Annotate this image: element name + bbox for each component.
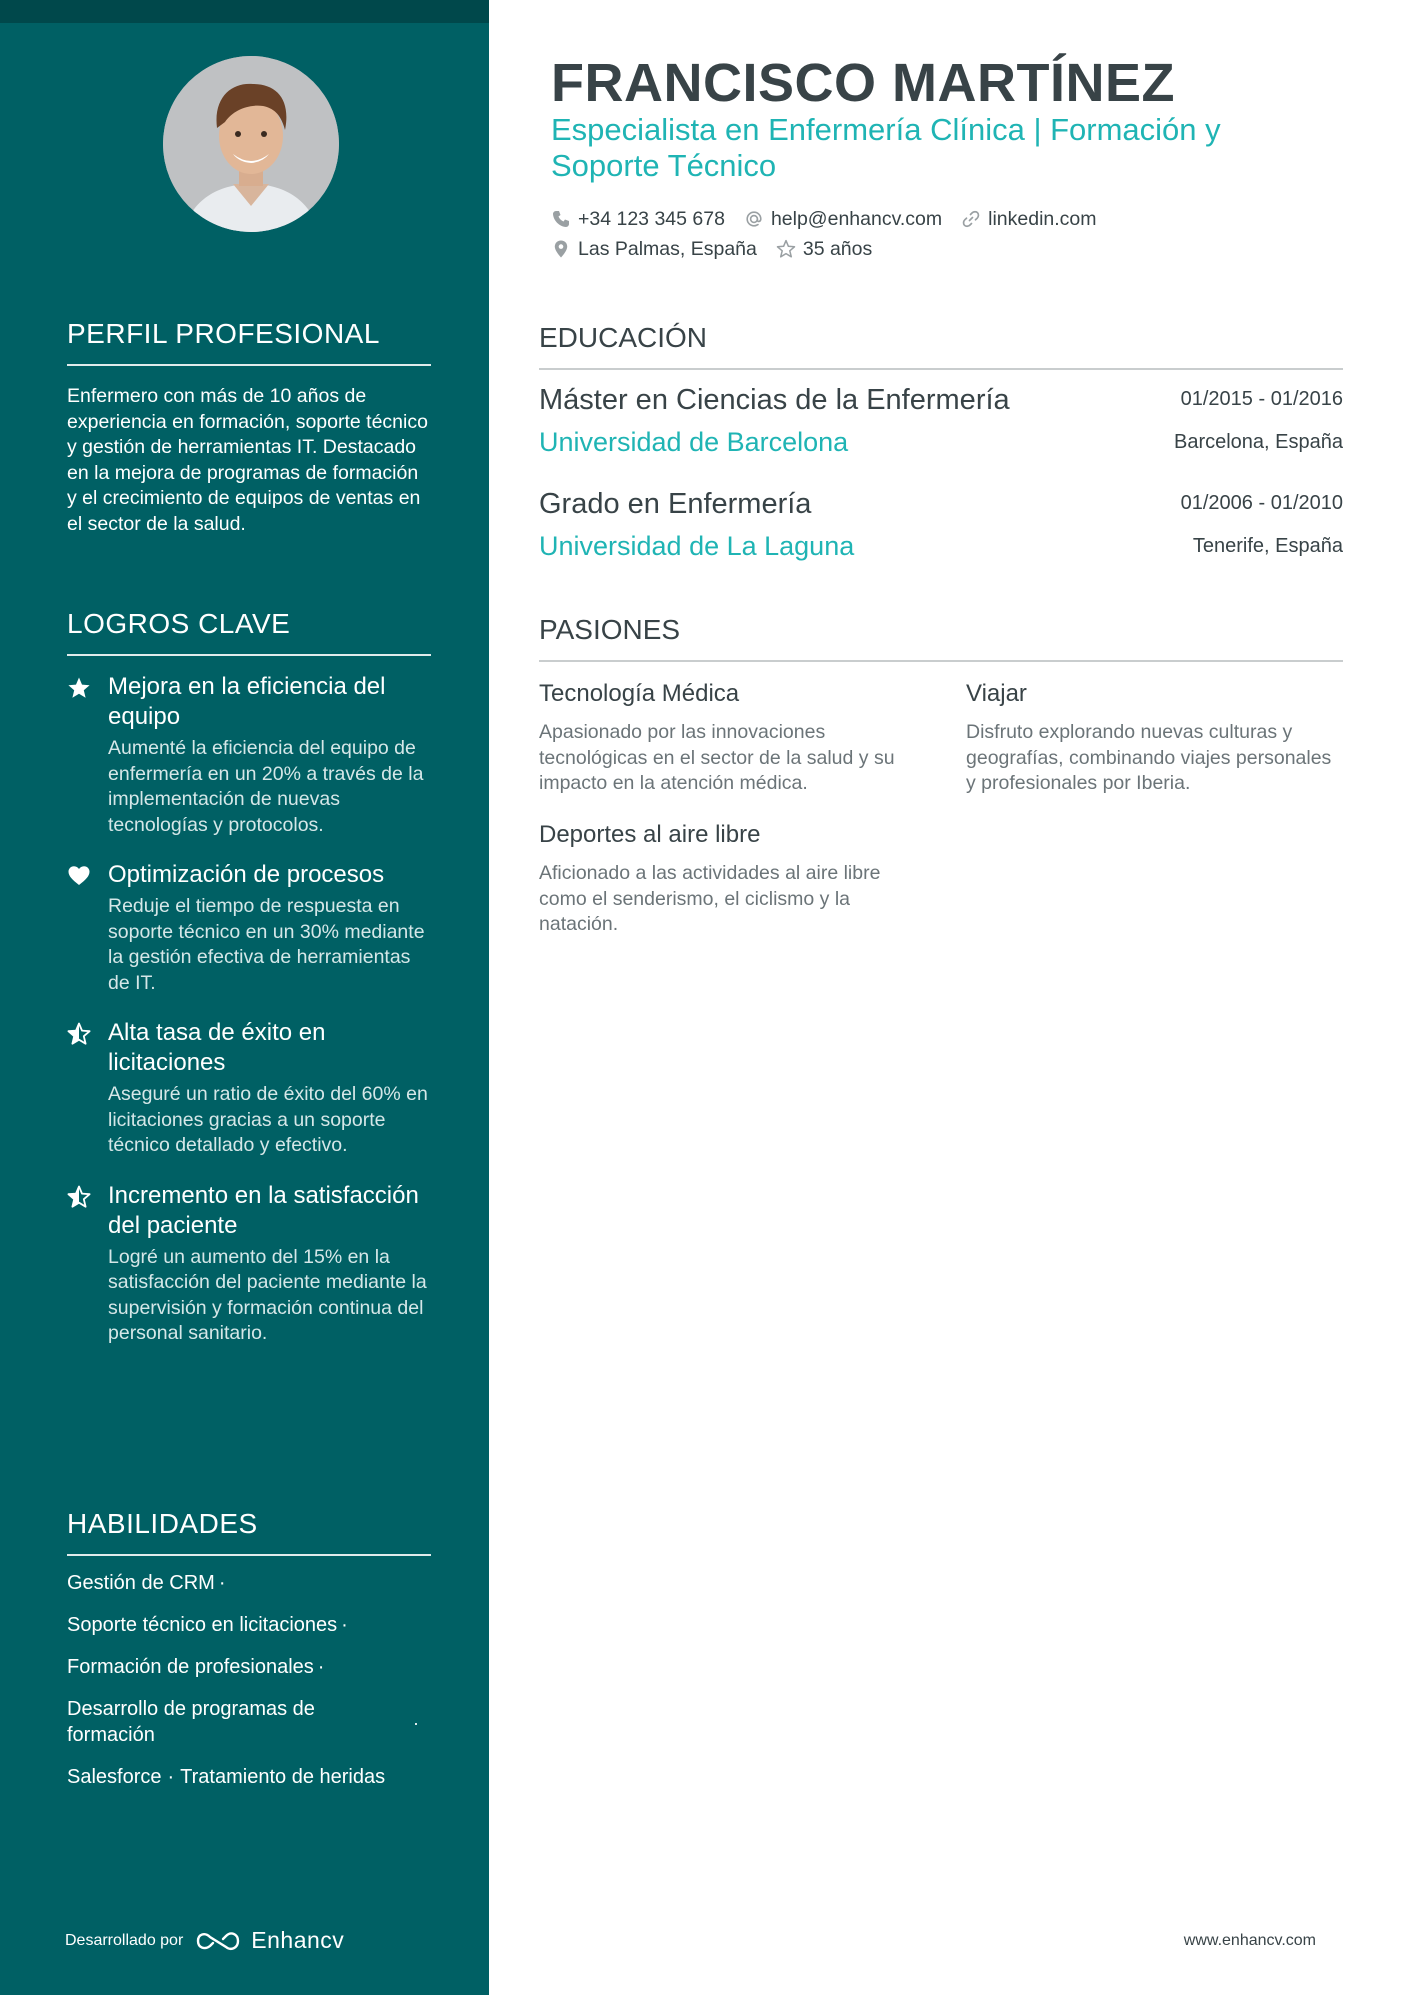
education-section: [539, 322, 1343, 592]
education-degree: Máster en Ciencias de la Enfermería: [539, 384, 1010, 416]
contact-info: [551, 204, 1311, 264]
contact-location: [551, 238, 757, 261]
profile-heading: PERFIL PROFESIONAL: [67, 318, 431, 366]
phone-icon: [551, 209, 571, 229]
contact-row: [551, 204, 1311, 234]
skill-row: [67, 1696, 419, 1748]
education-item: [539, 488, 1343, 592]
achievement-item: [67, 1018, 431, 1159]
profile-photo: [163, 56, 339, 232]
contact-email[interactable]: [744, 208, 942, 231]
sidebar-top-bar: [0, 0, 489, 23]
powered-by: [65, 1927, 344, 1954]
passion-item: [539, 680, 909, 797]
skill-row: [67, 1612, 431, 1638]
skill-separator: ·: [341, 1614, 348, 1636]
education-dates: 01/2006 - 01/2010: [1180, 492, 1343, 514]
achievement-description: Logré un aumento del 15% en la satisfacción del paciente mediante la supervisión y formación continua del personal sanitario.: [108, 1245, 427, 1344]
phone-value: +34 123 345 678: [578, 207, 725, 230]
skill-row: [67, 1570, 431, 1596]
achievement-title: Optimización de procesos: [108, 861, 385, 888]
passion-item: [966, 680, 1336, 797]
achievements-section: [67, 608, 431, 1347]
education-degree: Grado en Enfermería: [539, 488, 812, 520]
achievement-item: [67, 672, 431, 838]
profile-photo-image: [163, 56, 339, 232]
passion-title: Tecnología Médica: [539, 680, 740, 707]
skill-row: [67, 1654, 431, 1680]
skill-item: Soporte técnico en licitaciones: [67, 1614, 338, 1636]
profile-section: [67, 318, 431, 537]
skill-item: Formación de profesionales: [67, 1656, 314, 1678]
passion-description: Apasionado por las innovaciones tecnológicas en el sector de la salud y su impacto en la atención médica.: [539, 721, 895, 794]
education-location: Tenerife, España: [1192, 535, 1343, 557]
passion-title: Viajar: [966, 680, 1027, 707]
skill-separator: ·: [413, 1713, 419, 1733]
age-value: 35 años: [802, 237, 873, 260]
achievement-description: Aseguré un ratio de éxito del 60% en licitaciones gracias a un soporte técnico detallado y efectivo.: [108, 1083, 428, 1156]
candidate-name: FRANCISCO MARTÍNEZ: [551, 53, 1175, 113]
at-icon: [744, 209, 764, 229]
education-school: Universidad de Barcelona: [539, 427, 849, 457]
achievements-heading: LOGROS CLAVE: [67, 608, 431, 656]
passion-description: Disfruto explorando nuevas culturas y geografías, combinando viajes personales y profesionales por Iberia.: [966, 721, 1332, 794]
star-outline-icon: [776, 239, 796, 259]
email-value[interactable]: help@enhancv.com: [770, 207, 943, 230]
enhancv-logo-icon: [195, 1928, 241, 1954]
heart-icon: [67, 864, 91, 888]
skill-separator: ·: [218, 1572, 226, 1594]
education-item: [539, 384, 1343, 488]
skill-item: Desarrollo de programas de formación: [67, 1698, 315, 1746]
contact-age: [776, 238, 872, 261]
education-dates: 01/2015 - 01/2016: [1180, 388, 1343, 410]
skills-list: [67, 1570, 431, 1790]
contact-link[interactable]: [961, 208, 1096, 231]
passions-section: [539, 614, 1343, 935]
achievement-title: Incremento en la satisfacción del paciente: [108, 1181, 419, 1239]
achievement-title: Alta tasa de éxito en licitaciones: [108, 1019, 326, 1076]
skill-item: Gestión de CRM: [67, 1572, 215, 1594]
skill-item: Tratamiento de heridas: [180, 1766, 386, 1788]
powered-by-label: Desarrollado por: [65, 1931, 184, 1949]
passion-title: Deportes al aire libre: [539, 821, 761, 848]
skills-heading: HABILIDADES: [67, 1508, 431, 1556]
passion-description: Aficionado a las actividades al aire libre como el senderismo, el ciclismo y la natación.: [539, 862, 881, 935]
achievement-item: [67, 1181, 431, 1347]
location-pin-icon: [551, 239, 571, 259]
contact-phone: [551, 208, 725, 231]
education-heading: EDUCACIÓN: [539, 322, 1343, 370]
achievement-description: Aumenté la eficiencia del equipo de enfermería en un 20% a través de la implementación de nuevas tecnologías y protocolos.: [108, 737, 424, 836]
profile-summary: Enfermero con más de 10 años de experiencia en formación, soporte técnico y gestión de herramientas IT. Destacado en la mejora de programas de formación y el crecimiento de equipos de ventas en el sector de la salud.: [67, 385, 428, 535]
passions-heading: PASIONES: [539, 614, 1343, 662]
link-icon: [961, 209, 981, 229]
education-school: Universidad de La Laguna: [539, 531, 855, 561]
skill-separator: ·: [167, 1766, 175, 1788]
footer-url[interactable]: www.enhancv.com: [1183, 1932, 1316, 1949]
candidate-headline: Especialista en Enfermería Clínica | Formación y Soporte Técnico: [551, 112, 1221, 183]
location-value: Las Palmas, España: [578, 237, 757, 260]
contact-row: [551, 234, 1311, 264]
achievement-description: Reduje el tiempo de respuesta en soporte técnico en un 30% mediante la gestión efectiva de herramientas de IT.: [108, 895, 425, 994]
star-half-icon: [67, 1185, 91, 1209]
skill-row: [67, 1764, 431, 1790]
star-icon: [67, 676, 91, 700]
sidebar: [0, 0, 489, 1995]
star-half-icon: [67, 1022, 91, 1046]
achievement-item: [67, 860, 431, 996]
education-location: Barcelona, España: [1173, 431, 1343, 453]
skill-separator: ·: [317, 1656, 325, 1678]
link-value[interactable]: linkedin.com: [988, 207, 1097, 230]
powered-by-brand: Enhancv: [251, 1927, 345, 1953]
skill-item: Salesforce: [67, 1766, 162, 1788]
achievement-title: Mejora en la eficiencia del equipo: [108, 673, 386, 730]
passion-item: [539, 821, 909, 938]
skills-section: [67, 1508, 431, 1806]
